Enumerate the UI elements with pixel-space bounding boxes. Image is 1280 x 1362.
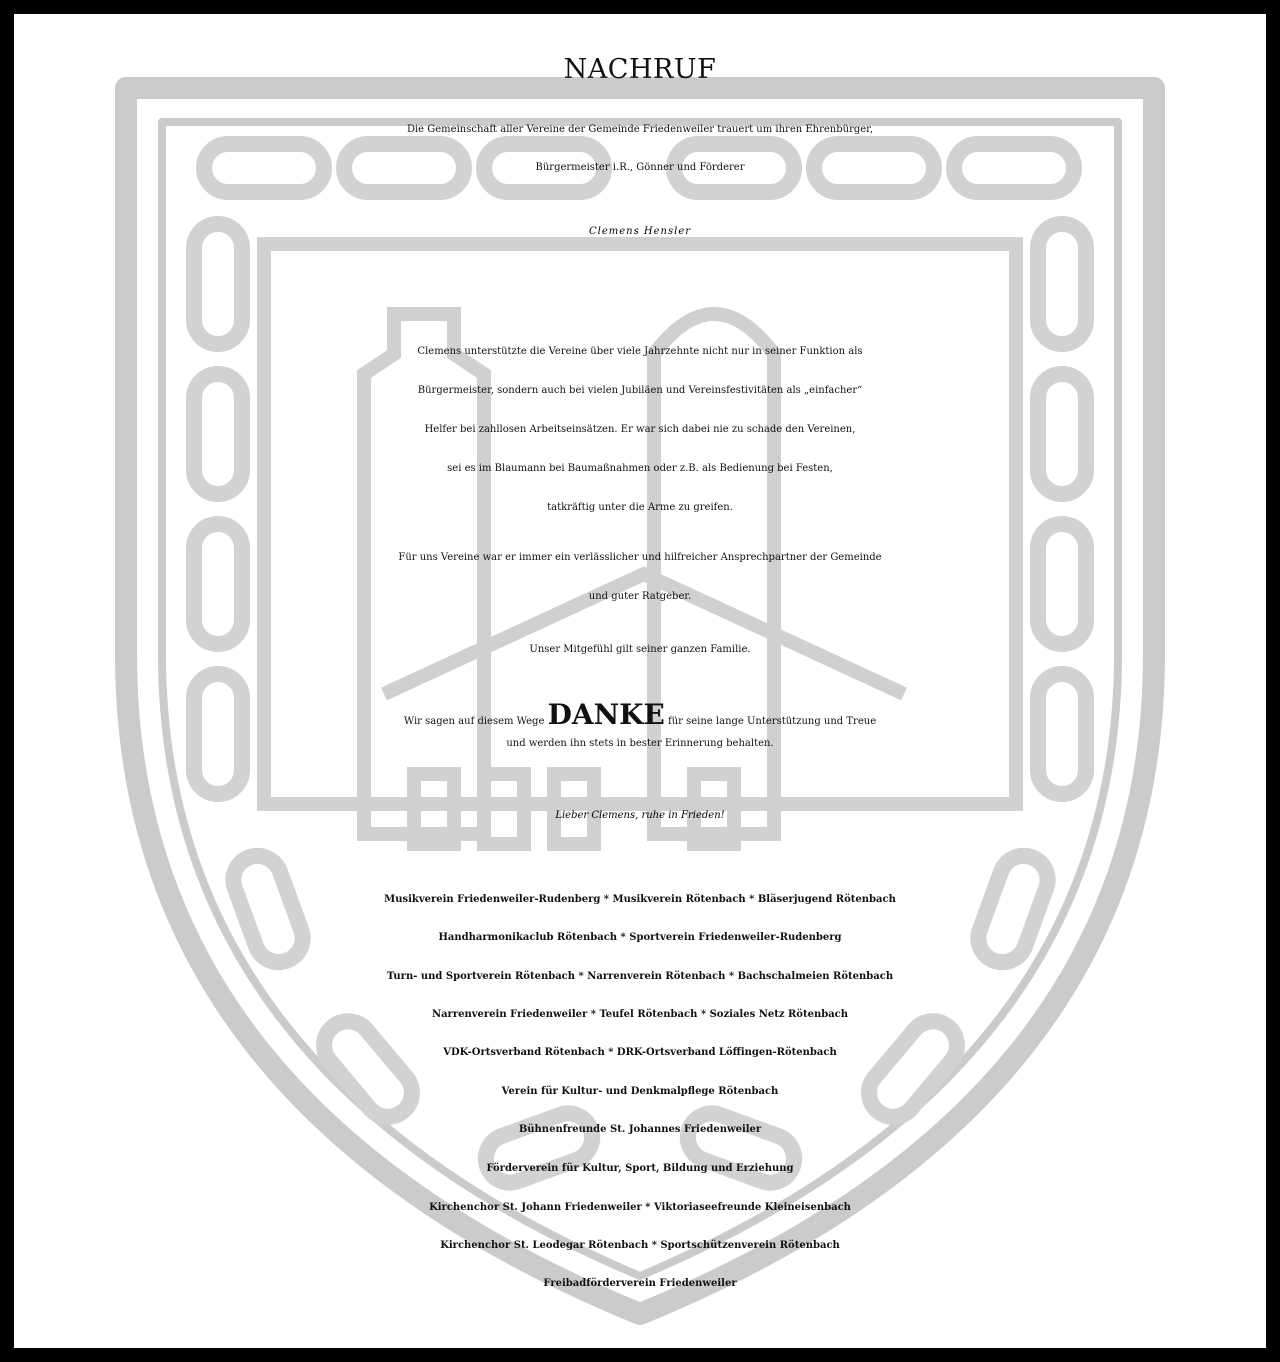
coat-of-arms-icon: [14, 14, 1266, 1348]
intro-line: Bürgermeister i.R., Gönner und Förderer: [535, 162, 745, 173]
thanks-before: Wir sagen auf diesem Wege: [403, 716, 548, 727]
farewell: Lieber Clemens, ruhe in Frieden!: [555, 810, 725, 821]
heading: NACHRUF: [563, 54, 717, 85]
club-line: Handharmonikaclub Rötenbach * Sportverein Friedenweiler-Rudenberg: [438, 932, 842, 943]
partner-line: und guter Ratgeber.: [588, 591, 692, 602]
deceased-name: Clemens Hensler: [588, 226, 692, 237]
thanks-line-2: und werden ihn stets in bester Erinnerung behalten.: [506, 738, 774, 749]
club-line: Bühnenfreunde St. Johannes Friedenweiler: [518, 1124, 762, 1135]
thanks-line: [14, 698, 1266, 731]
thanks-after: für seine lange Unterstützung und Treue: [664, 716, 877, 727]
club-line: Kirchenchor St. Johann Friedenweiler * Viktoriaseefreunde Kleineisenbach: [429, 1202, 851, 1213]
club-line: Verein für Kultur- und Denkmalpflege Rötenbach: [501, 1086, 779, 1097]
intro-line: Die Gemeinschaft aller Vereine der Gemeinde Friedenweiler trauert um ihren Ehrenbürger,: [406, 124, 874, 135]
partner-line: Für uns Vereine war er immer ein verlässlicher und hilfreicher Ansprechpartner der Gemeinde: [398, 552, 882, 563]
body-line: sei es im Blaumann bei Baumaßnahmen oder z.B. als Bedienung bei Festen,: [447, 463, 833, 474]
body-line: tatkräftig unter die Arme zu greifen.: [547, 502, 733, 513]
thanks-danke: DANKE: [547, 698, 665, 731]
club-line: Narrenverein Friedenweiler * Teufel Rötenbach * Soziales Netz Rötenbach: [431, 1009, 849, 1020]
club-line: Turn- und Sportverein Rötenbach * Narrenverein Rötenbach * Bachschalmeien Rötenbach: [386, 971, 894, 982]
sympathy-line: Unser Mitgefühl gilt seiner ganzen Familie.: [529, 644, 751, 655]
club-line: Freibadförderverein Friedenweiler: [543, 1278, 737, 1289]
club-line: Förderverein für Kultur, Sport, Bildung und Erziehung: [486, 1163, 794, 1174]
club-line: Kirchenchor St. Leodegar Rötenbach * Sportschützenverein Rötenbach: [440, 1240, 840, 1251]
body-line: Clemens unterstützte die Vereine über viele Jahrzehnte nicht nur in seiner Funktion als: [417, 346, 863, 357]
body-line: Bürgermeister, sondern auch bei vielen Jubiläen und Vereinsfestivitäten als „einfacher“: [417, 385, 863, 396]
club-line: VDK-Ortsverband Rötenbach * DRK-Ortsverband Löffingen-Rötenbach: [443, 1047, 837, 1058]
body-line: Helfer bei zahllosen Arbeitseinsätzen. Er war sich dabei nie zu schade den Vereinen,: [424, 424, 856, 435]
club-line: Musikverein Friedenweiler-Rudenberg * Musikverein Rötenbach * Bläserjugend Rötenbach: [384, 894, 896, 905]
